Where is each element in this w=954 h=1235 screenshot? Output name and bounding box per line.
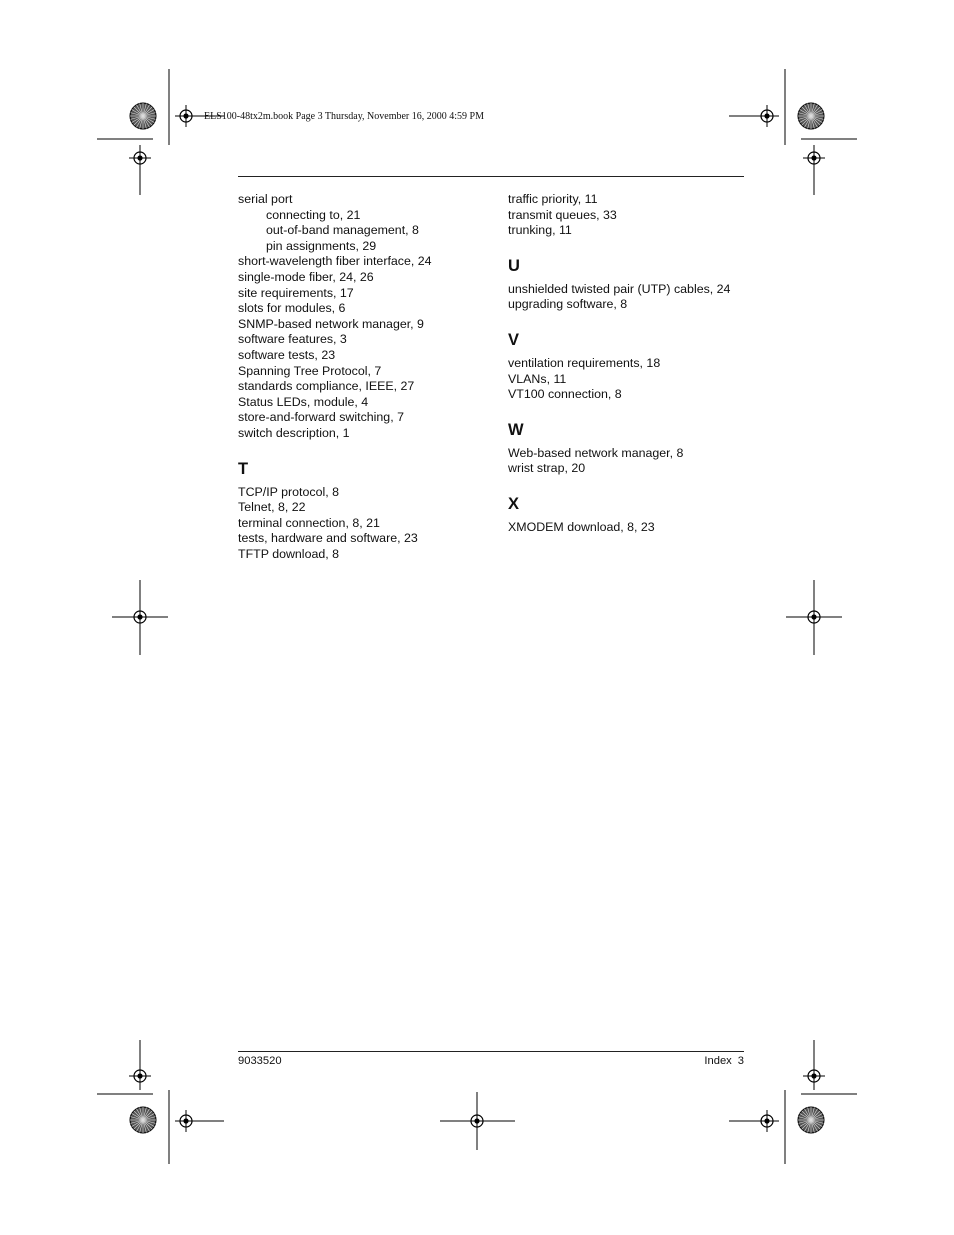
index-entry: slots for modules, 6: [238, 301, 346, 316]
index-entry: switch description, 1: [238, 425, 350, 440]
index-entry: wrist strap, 20: [508, 461, 586, 476]
registration-target: [175, 105, 197, 127]
index-entry: VT100 connection, 8: [508, 387, 622, 402]
print-slug: ELS100-48tx2m.book Page 3 Thursday, November 16, 2000 4:59 PM: [204, 111, 484, 122]
index-letter-heading: V: [508, 330, 520, 349]
footer-page-number: 3: [737, 1055, 744, 1067]
index-letter-heading: U: [508, 256, 520, 275]
index-entry: single-mode fiber, 24, 26: [238, 269, 374, 284]
index-subentry: connecting to, 21: [266, 207, 361, 222]
index-letter-heading: X: [508, 494, 520, 513]
registration-target: [175, 1110, 197, 1132]
registration-target: [466, 1110, 488, 1132]
index-entry: Status LEDs, module, 4: [238, 394, 369, 409]
registration-target: [129, 606, 151, 628]
footer-doc-number: 9033520: [238, 1055, 282, 1067]
registration-target: [129, 1065, 151, 1087]
registration-target: [129, 147, 151, 169]
index-entry: upgrading software, 8: [508, 297, 628, 312]
index-entry: Spanning Tree Protocol, 7: [238, 363, 382, 378]
index-subentry: pin assignments, 29: [266, 238, 377, 253]
registration-target: [803, 1065, 825, 1087]
registration-target: [803, 606, 825, 628]
registration-target: [756, 105, 778, 127]
registration-rosette: [798, 103, 824, 129]
index-entry: short-wavelength fiber interface, 24: [238, 254, 432, 269]
registration-rosette: [130, 103, 156, 129]
index-entry: SNMP-based network manager, 9: [238, 316, 424, 331]
index-entry: trunking, 11: [508, 223, 572, 238]
index-entry: ventilation requirements, 18: [508, 355, 661, 370]
index-entry: Telnet, 8, 22: [238, 500, 306, 515]
index-subentry: out-of-band management, 8: [266, 223, 419, 238]
index-entry: TCP/IP protocol, 8: [238, 484, 340, 499]
index-entry: XMODEM download, 8, 23: [508, 519, 655, 534]
index-entry: site requirements, 17: [238, 285, 354, 300]
index-entry: serial port: [238, 192, 293, 206]
index-entry: store-and-forward switching, 7: [238, 410, 404, 425]
index-entry: standards compliance, IEEE, 27: [238, 379, 415, 394]
index-entry: software features, 3: [238, 332, 347, 347]
index-entry: Web-based network manager, 8: [508, 445, 684, 460]
index-entry: terminal connection, 8, 21: [238, 515, 380, 530]
index-letter-heading: W: [508, 420, 524, 439]
index-entry: transmit queues, 33: [508, 207, 617, 222]
index-entry: traffic priority, 11: [508, 192, 598, 206]
index-entry: unshielded twisted pair (UTP) cables, 24: [508, 281, 731, 296]
registration-target: [756, 1110, 778, 1132]
index-entry: software tests, 23: [238, 347, 336, 362]
index-entry: TFTP download, 8: [238, 546, 340, 561]
registration-rosette: [798, 1107, 824, 1133]
index-letter-heading: T: [238, 459, 249, 478]
index-entry: VLANs, 11: [508, 371, 567, 386]
index-entry: tests, hardware and software, 23: [238, 531, 418, 546]
footer-section: Index: [704, 1055, 732, 1067]
registration-rosette: [130, 1107, 156, 1133]
registration-target: [803, 147, 825, 169]
